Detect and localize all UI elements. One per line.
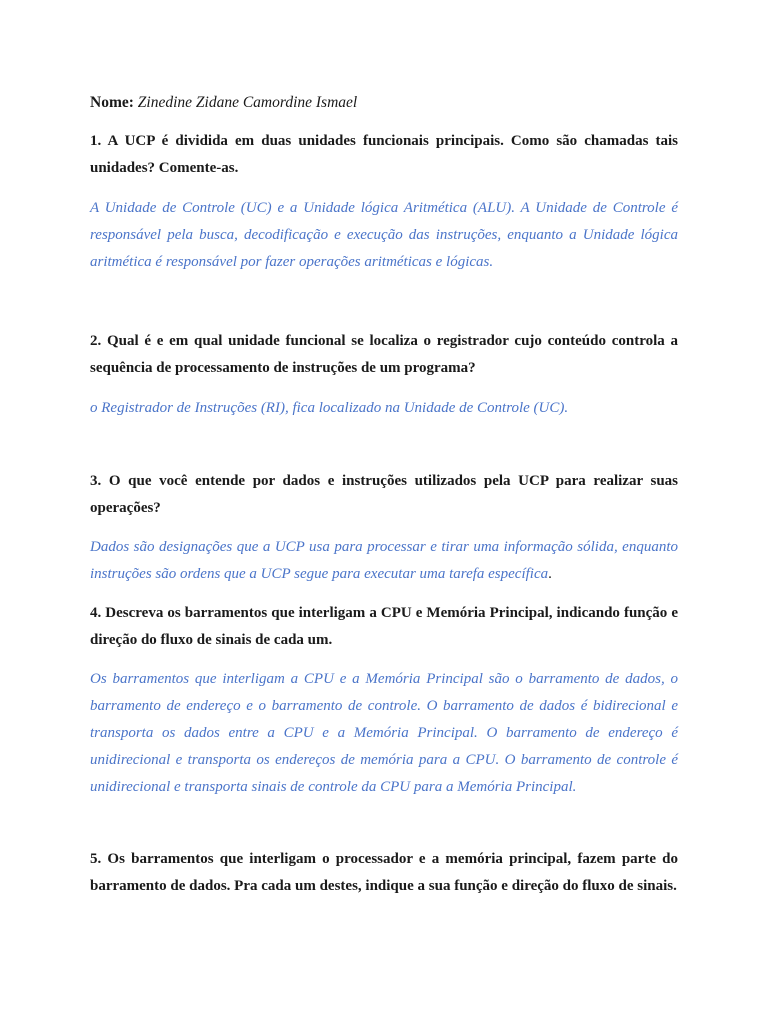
answer-3-period: . <box>548 566 552 582</box>
question-5: 5. Os barramentos que interligam o processador e a memória principal, fazem parte do barramento de dados. Pra cada um destes, indique a sua função e direção do fluxo de sinais. <box>90 851 678 894</box>
student-name-line <box>90 92 357 114</box>
question-2: 2. Qual é e em qual unidade funcional se localiza o registrador cujo conteúdo controla a sequência de processamento de instruções de um programa? <box>90 333 678 376</box>
student-name: Zinedine Zidane Camordine Ismael <box>137 94 358 111</box>
question-3: 3. O que você entende por dados e instruções utilizados pela UCP para realizar suas operações? <box>90 473 678 516</box>
answer-2: o Registrador de Instruções (RI), fica localizado na Unidade de Controle (UC). <box>90 400 569 416</box>
question-4: 4. Descreva os barramentos que interligam a CPU e Memória Principal, indicando função e direção do fluxo de sinais de cada um. <box>90 605 678 648</box>
answer-3 <box>90 534 678 588</box>
answer-4: Os barramentos que interligam a CPU e a Memória Principal são o barramento de dados, o barramento de endereço e o barramento de controle. O barramento de dados é bidirecional e transporta os dados entre a CPU e a Memória Principal. O barramento de endereço é unidirecional e transporta os endereços de memória para a CPU. O barramento de controle é unidirecional e transporta sinais de controle da CPU para a Memória Principal. <box>90 671 678 795</box>
name-label: Nome: <box>90 94 134 111</box>
question-1: 1. A UCP é dividida em duas unidades funcionais principais. Como são chamadas tais unidades? Comente-as. <box>90 133 678 176</box>
answer-1: A Unidade de Controle (UC) e a Unidade lógica Aritmética (ALU). A Unidade de Controle é responsável pela busca, decodificação e execução das instruções, enquanto a Unidade lógica aritmética é responsável por fazer operações aritméticas e lógicas. <box>90 200 678 270</box>
answer-3-text: Dados são designações que a UCP usa para processar e tirar uma informação sólida, enquanto instruções são ordens que a UCP segue para executar uma tarefa específica <box>90 539 678 582</box>
